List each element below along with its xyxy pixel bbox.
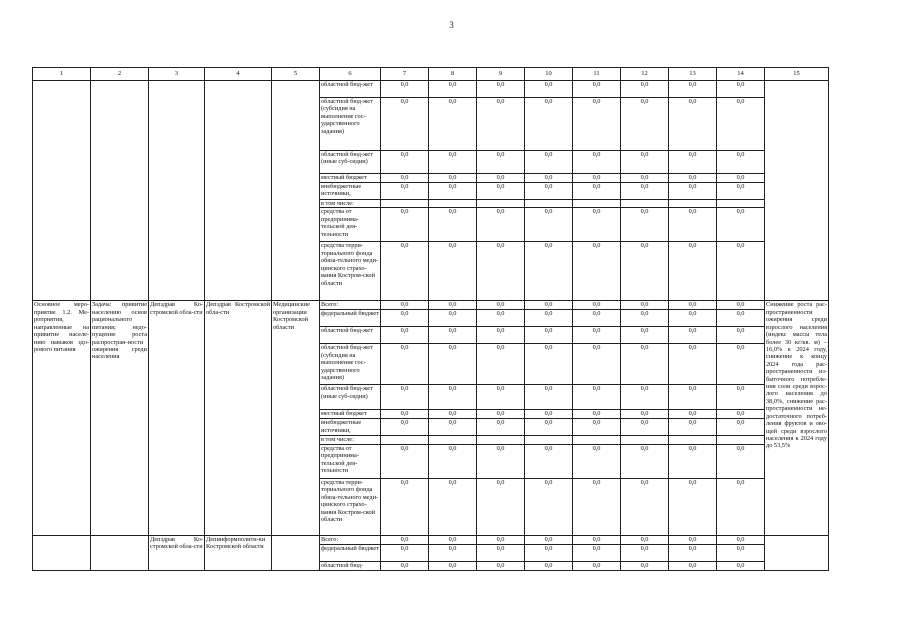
amount-cell: 0,0 (525, 98, 573, 151)
amount-cell: 0,0 (429, 81, 477, 98)
amount-cell: 0,0 (477, 478, 525, 535)
amount-cell: 0,0 (477, 561, 525, 570)
amount-cell: 0,0 (429, 444, 477, 478)
amount-cell: 0,0 (717, 544, 765, 561)
empty-cell (429, 436, 477, 444)
amount-cell: 0,0 (429, 385, 477, 410)
amount-cell: 0,0 (573, 535, 621, 544)
amount-cell: 0,0 (525, 327, 573, 344)
amount-cell: 0,0 (573, 419, 621, 436)
amount-cell: 0,0 (573, 410, 621, 419)
empty-cell (477, 436, 525, 444)
source-label: областной бюд- (320, 561, 381, 570)
empty-cell (573, 200, 621, 208)
source-label: Всего: (320, 301, 381, 310)
empty-cell (573, 436, 621, 444)
amount-cell: 0,0 (669, 419, 717, 436)
empty-cell (621, 436, 669, 444)
column-header: 10 (525, 68, 573, 81)
amount-cell: 0,0 (429, 242, 477, 301)
source-label: областной бюд-жет (иные суб-сидии) (320, 385, 381, 410)
empty-cell (272, 535, 320, 570)
amount-cell: 0,0 (669, 174, 717, 183)
amount-cell: 0,0 (429, 327, 477, 344)
empty-cell (717, 436, 765, 444)
amount-cell: 0,0 (429, 310, 477, 327)
amount-cell: 0,0 (717, 98, 765, 151)
amount-cell: 0,0 (429, 183, 477, 200)
amount-cell: 0,0 (525, 242, 573, 301)
amount-cell: 0,0 (381, 151, 429, 174)
amount-cell: 0,0 (477, 327, 525, 344)
source-label: средства терри-ториального фонда обяза-тельного меди-цинского страхо-вания Костром-ской области (320, 478, 381, 535)
empty-cell (381, 436, 429, 444)
amount-cell: 0,0 (429, 174, 477, 183)
source-label: средства от предпринима-тельской дея-тельности (320, 208, 381, 242)
source-label: областной бюд-жет (320, 327, 381, 344)
amount-cell: 0,0 (477, 81, 525, 98)
amount-cell: 0,0 (429, 544, 477, 561)
amount-cell: 0,0 (429, 301, 477, 310)
amount-cell: 0,0 (573, 98, 621, 151)
amount-cell: 0,0 (669, 208, 717, 242)
empty-cell (205, 81, 272, 301)
amount-cell: 0,0 (669, 385, 717, 410)
amount-cell: 0,0 (621, 208, 669, 242)
amount-cell: 0,0 (573, 344, 621, 385)
empty-cell (429, 200, 477, 208)
amount-cell: 0,0 (573, 544, 621, 561)
amount-cell: 0,0 (621, 544, 669, 561)
amount-cell: 0,0 (669, 242, 717, 301)
amount-cell: 0,0 (621, 81, 669, 98)
amount-cell: 0,0 (381, 444, 429, 478)
source-label: внебюджетные источники, (320, 183, 381, 200)
amount-cell: 0,0 (525, 151, 573, 174)
amount-cell: 0,0 (381, 174, 429, 183)
amount-cell: 0,0 (717, 301, 765, 310)
expected-result: Снижение роста рас-пространенности ожирения среди взрослого населения (индекс массы тела более 30 кг/кв. м) – 16,0% к 2024 году, снижение к концу 2024 года рас-пространенности из-быточного потребле-ния соли среди взрос-лого населения до 38,0%, снижение рас-пространенности не-достаточного потреб-ления фруктов и ово-щей среди взрослого населения к 2024 году до 53,5% (765, 301, 829, 535)
executor: Депздрав Костромской обла-сти (205, 301, 272, 535)
amount-cell: 0,0 (573, 151, 621, 174)
amount-cell: 0,0 (525, 385, 573, 410)
amount-cell: 0,0 (381, 183, 429, 200)
column-header: 6 (320, 68, 381, 81)
empty-cell (91, 81, 149, 301)
amount-cell: 0,0 (381, 98, 429, 151)
table-row (33, 301, 829, 310)
empty-cell (765, 535, 829, 570)
column-header: 8 (429, 68, 477, 81)
source-label: средства от предпринима-тельской дея-тельности (320, 444, 381, 478)
amount-cell: 0,0 (429, 478, 477, 535)
amount-cell: 0,0 (477, 151, 525, 174)
empty-cell (381, 200, 429, 208)
column-header: 4 (205, 68, 272, 81)
source-label: областной бюд-жет (иные суб-сидии) (320, 151, 381, 174)
amount-cell: 0,0 (717, 151, 765, 174)
amount-cell: 0,0 (525, 301, 573, 310)
amount-cell: 0,0 (573, 183, 621, 200)
amount-cell: 0,0 (573, 81, 621, 98)
amount-cell: 0,0 (669, 544, 717, 561)
amount-cell: 0,0 (621, 444, 669, 478)
amount-cell: 0,0 (381, 242, 429, 301)
amount-cell: 0,0 (381, 419, 429, 436)
amount-cell: 0,0 (717, 385, 765, 410)
empty-cell (765, 81, 829, 301)
amount-cell: 0,0 (429, 419, 477, 436)
amount-cell: 0,0 (429, 410, 477, 419)
column-header: 1 (33, 68, 91, 81)
amount-cell: 0,0 (573, 310, 621, 327)
amount-cell: 0,0 (621, 183, 669, 200)
amount-cell: 0,0 (525, 81, 573, 98)
amount-cell: 0,0 (669, 344, 717, 385)
source-label: федеральный бюджет (320, 544, 381, 561)
amount-cell: 0,0 (429, 98, 477, 151)
amount-cell: 0,0 (621, 174, 669, 183)
activity-name: Основное меро-приятие 1.2. Ме-роприятия, направленные на привитие населе-нию навыков здо-рового питания (33, 301, 91, 535)
column-header: 2 (91, 68, 149, 81)
amount-cell: 0,0 (429, 561, 477, 570)
source-label: Всего: (320, 535, 381, 544)
amount-cell: 0,0 (621, 385, 669, 410)
column-header: 15 (765, 68, 829, 81)
source-label: областной бюд-жет (320, 81, 381, 98)
column-header: 12 (621, 68, 669, 81)
table-row (33, 81, 829, 98)
empty-cell (669, 436, 717, 444)
amount-cell: 0,0 (621, 561, 669, 570)
amount-cell: 0,0 (477, 535, 525, 544)
amount-cell: 0,0 (717, 242, 765, 301)
amount-cell: 0,0 (381, 535, 429, 544)
empty-cell (525, 436, 573, 444)
amount-cell: 0,0 (429, 151, 477, 174)
source-label: внебюджетные источники, (320, 419, 381, 436)
amount-cell: 0,0 (381, 327, 429, 344)
amount-cell: 0,0 (573, 478, 621, 535)
column-header: 14 (717, 68, 765, 81)
column-header: 11 (573, 68, 621, 81)
amount-cell: 0,0 (429, 208, 477, 242)
amount-cell: 0,0 (717, 344, 765, 385)
amount-cell: 0,0 (525, 444, 573, 478)
amount-cell: 0,0 (525, 544, 573, 561)
source-label: местный бюджет (320, 410, 381, 419)
amount-cell: 0,0 (717, 81, 765, 98)
participant: Медицинские организации Костромской области (272, 301, 320, 535)
amount-cell: 0,0 (573, 242, 621, 301)
amount-cell: 0,0 (477, 385, 525, 410)
amount-cell: 0,0 (621, 98, 669, 151)
amount-cell: 0,0 (621, 419, 669, 436)
amount-cell: 0,0 (525, 478, 573, 535)
amount-cell: 0,0 (621, 151, 669, 174)
amount-cell: 0,0 (381, 478, 429, 535)
amount-cell: 0,0 (717, 183, 765, 200)
amount-cell: 0,0 (573, 208, 621, 242)
amount-cell: 0,0 (381, 561, 429, 570)
page-number: 3 (449, 20, 454, 30)
amount-cell: 0,0 (429, 535, 477, 544)
amount-cell: 0,0 (717, 561, 765, 570)
amount-cell: 0,0 (381, 344, 429, 385)
amount-cell: 0,0 (621, 410, 669, 419)
source-label: федеральный бюджет (320, 310, 381, 327)
empty-cell (477, 200, 525, 208)
amount-cell: 0,0 (381, 208, 429, 242)
amount-cell: 0,0 (477, 183, 525, 200)
amount-cell: 0,0 (525, 561, 573, 570)
source-label: в том числе: (320, 200, 381, 208)
amount-cell: 0,0 (669, 478, 717, 535)
amount-cell: 0,0 (621, 535, 669, 544)
amount-cell: 0,0 (669, 151, 717, 174)
amount-cell: 0,0 (669, 327, 717, 344)
table-row (33, 535, 829, 544)
source-label: областной бюд-жет (субсидия на выполнение гос-ударственного задания) (320, 98, 381, 151)
funding-table (32, 67, 829, 571)
column-header: 3 (149, 68, 205, 81)
amount-cell: 0,0 (621, 344, 669, 385)
empty-cell (91, 535, 149, 570)
amount-cell: 0,0 (477, 98, 525, 151)
amount-cell: 0,0 (381, 385, 429, 410)
column-header: 9 (477, 68, 525, 81)
amount-cell: 0,0 (669, 301, 717, 310)
source-label: средства терри-ториального фонда обяза-тельного меди-цинского страхо-вания Костром-ской области (320, 242, 381, 301)
empty-cell (669, 200, 717, 208)
amount-cell: 0,0 (381, 410, 429, 419)
amount-cell: 0,0 (669, 310, 717, 327)
amount-cell: 0,0 (525, 535, 573, 544)
amount-cell: 0,0 (717, 478, 765, 535)
amount-cell: 0,0 (669, 444, 717, 478)
amount-cell: 0,0 (477, 174, 525, 183)
amount-cell: 0,0 (381, 310, 429, 327)
amount-cell: 0,0 (573, 385, 621, 410)
amount-cell: 0,0 (477, 344, 525, 385)
amount-cell: 0,0 (429, 344, 477, 385)
column-header: 7 (381, 68, 429, 81)
empty-cell (717, 200, 765, 208)
column-header: 13 (669, 68, 717, 81)
amount-cell: 0,0 (525, 410, 573, 419)
amount-cell: 0,0 (573, 444, 621, 478)
amount-cell: 0,0 (381, 301, 429, 310)
amount-cell: 0,0 (669, 183, 717, 200)
amount-cell: 0,0 (525, 174, 573, 183)
amount-cell: 0,0 (669, 98, 717, 151)
amount-cell: 0,0 (621, 478, 669, 535)
amount-cell: 0,0 (717, 174, 765, 183)
empty-cell (33, 535, 91, 570)
amount-cell: 0,0 (381, 81, 429, 98)
amount-cell: 0,0 (477, 544, 525, 561)
amount-cell: 0,0 (717, 444, 765, 478)
customer: Депздрав Ко-стромской обла-сти (149, 535, 205, 570)
amount-cell: 0,0 (717, 535, 765, 544)
amount-cell: 0,0 (381, 544, 429, 561)
amount-cell: 0,0 (621, 301, 669, 310)
amount-cell: 0,0 (669, 561, 717, 570)
executor: Депинформполити-ки Костромской области (205, 535, 272, 570)
amount-cell: 0,0 (669, 410, 717, 419)
amount-cell: 0,0 (477, 410, 525, 419)
amount-cell: 0,0 (669, 535, 717, 544)
amount-cell: 0,0 (621, 242, 669, 301)
amount-cell: 0,0 (669, 81, 717, 98)
amount-cell: 0,0 (573, 561, 621, 570)
task-description: Задача: привитие населению основ рационального питания; недо-пущение роста распростран-ности ожирения среди населения (91, 301, 149, 535)
amount-cell: 0,0 (477, 242, 525, 301)
source-label: в том числе: (320, 436, 381, 444)
column-header: 5 (272, 68, 320, 81)
amount-cell: 0,0 (525, 183, 573, 200)
amount-cell: 0,0 (717, 419, 765, 436)
amount-cell: 0,0 (573, 301, 621, 310)
amount-cell: 0,0 (717, 410, 765, 419)
amount-cell: 0,0 (477, 301, 525, 310)
amount-cell: 0,0 (621, 327, 669, 344)
amount-cell: 0,0 (477, 419, 525, 436)
empty-cell (621, 200, 669, 208)
header-row (33, 68, 829, 81)
empty-cell (33, 81, 91, 301)
amount-cell: 0,0 (573, 174, 621, 183)
amount-cell: 0,0 (717, 208, 765, 242)
amount-cell: 0,0 (477, 208, 525, 242)
customer: Депздрав Ко-стромской обла-сти (149, 301, 205, 535)
amount-cell: 0,0 (525, 419, 573, 436)
amount-cell: 0,0 (477, 444, 525, 478)
source-label: областной бюд-жет (субсидия на выполнение гос-ударственного задания) (320, 344, 381, 385)
amount-cell: 0,0 (621, 310, 669, 327)
source-label: местный бюджет (320, 174, 381, 183)
amount-cell: 0,0 (525, 310, 573, 327)
amount-cell: 0,0 (525, 208, 573, 242)
empty-cell (272, 81, 320, 301)
amount-cell: 0,0 (477, 310, 525, 327)
amount-cell: 0,0 (717, 327, 765, 344)
amount-cell: 0,0 (525, 344, 573, 385)
amount-cell: 0,0 (573, 327, 621, 344)
empty-cell (525, 200, 573, 208)
amount-cell: 0,0 (717, 310, 765, 327)
empty-cell (149, 81, 205, 301)
